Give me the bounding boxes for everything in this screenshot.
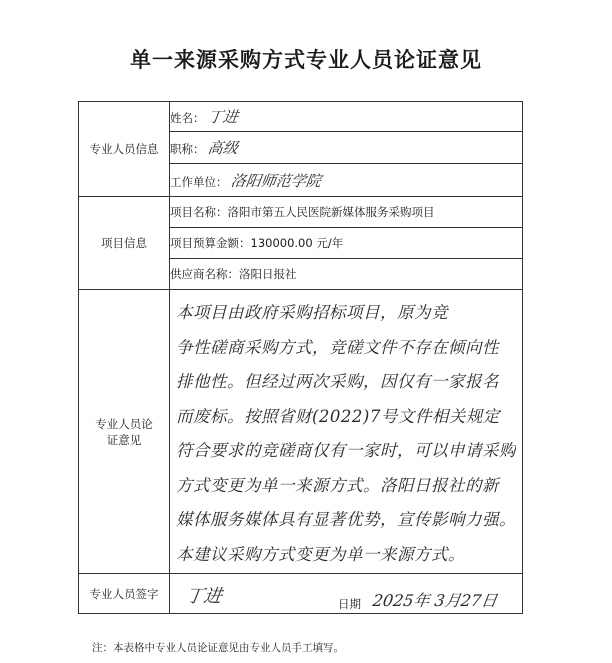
employer-value: 洛阳师范学院 <box>229 171 323 190</box>
opinion-line: 符合要求的竞磋商仅有一家时，可以申请采购 <box>176 441 516 460</box>
opinion-line: 本项目由政府采购招标项目，原为竞 <box>176 303 448 322</box>
signature-cell <box>170 574 523 614</box>
opinion-line: 争性磋商采购方式，竞磋文件不存在倾向性 <box>176 337 499 357</box>
opinion-line: 而废标。按照省财(2022)7号文件相关规定 <box>176 406 500 426</box>
project-name: 项目名称：洛阳市第五人民医院新媒体服务采购项目 <box>170 197 523 228</box>
opinion-line: 方式变更为单一来源方式。洛阳日报社的新 <box>176 475 499 495</box>
opinion-line: 排他性。但经过两次采购，因仅有一家报名 <box>176 372 499 391</box>
signature-label: 专业人员签字 <box>79 574 170 614</box>
employer-row <box>170 164 523 197</box>
opinion-text <box>176 296 516 572</box>
name-row <box>170 102 523 132</box>
footnote: 注：本表格中专业人员论证意见由专业人员手工填写。 <box>92 642 344 654</box>
title-row <box>170 132 523 164</box>
project-budget: 项目预算金额：130000.00 元/年 <box>170 228 523 259</box>
name-value: 丁进 <box>206 108 240 126</box>
opinion-line: 媒体服务媒体具有显著优势，宣传影响力强。 <box>176 510 516 529</box>
title-label: 职称： <box>170 142 205 156</box>
date-value: 2025年 3月27日 <box>371 591 499 610</box>
opinion-label <box>79 290 170 574</box>
expert-info-label: 专业人员信息 <box>79 102 170 197</box>
form-table <box>78 101 523 614</box>
signature-value: 丁进 <box>184 586 224 607</box>
employer-label: 工作单位： <box>170 174 228 189</box>
date-label: 日期 <box>338 597 361 611</box>
opinion-line: 本建议采购方式变更为单一来源方式。 <box>176 544 465 564</box>
document-title: 单一来源采购方式专业人员论证意见 <box>130 47 482 72</box>
opinion-cell <box>170 290 523 574</box>
title-value: 高级 <box>206 139 240 157</box>
project-info-label: 项目信息 <box>79 197 170 290</box>
opinion-label-text: 专业人员论证意见 <box>95 416 153 447</box>
supplier-name: 供应商名称：洛阳日报社 <box>170 259 523 290</box>
name-label: 姓名： <box>170 111 205 125</box>
